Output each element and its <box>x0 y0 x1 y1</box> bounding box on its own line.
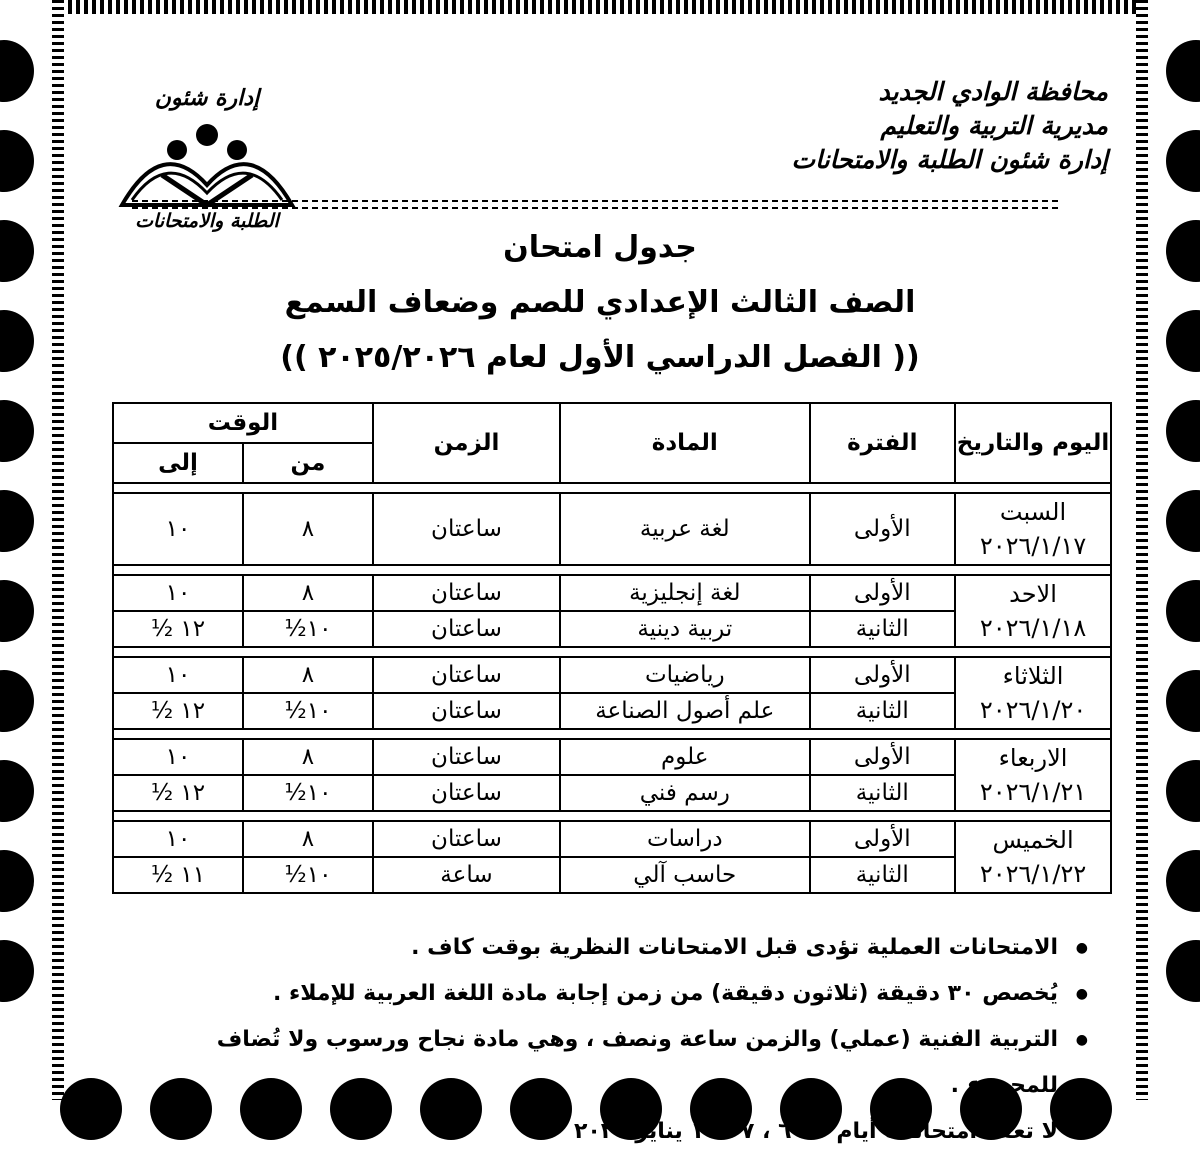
period-cell: الأولى <box>810 493 956 565</box>
subject-cell: علوم <box>560 739 810 775</box>
from-cell: ١٠½ <box>243 775 373 811</box>
subject-cell: علم أصول الصناعة <box>560 693 810 729</box>
period-cell: الأولى <box>810 739 956 775</box>
header-subject: المادة <box>560 403 810 483</box>
duration-cell: ساعتان <box>373 775 560 811</box>
header-divider <box>132 200 1058 209</box>
day-cell: السبت ٢٠٢٦/١/١٧ <box>955 493 1111 565</box>
document-subtitle: الصف الثالث الإعدادي للصم وضعاف السمع <box>284 285 916 320</box>
period-cell: الأولى <box>810 575 956 611</box>
left-perforation <box>0 0 46 1100</box>
top-border <box>60 0 1140 14</box>
header-duration: الزمن <box>373 403 560 483</box>
day-cell: الخميس ٢٠٢٦/١/٢٢ <box>955 821 1111 893</box>
period-cell: الثانية <box>810 775 956 811</box>
table-row <box>113 739 1111 775</box>
from-cell: ١٠½ <box>243 611 373 647</box>
duration-cell: ساعتان <box>373 739 560 775</box>
org-directorate: مديرية التربية والتعليم <box>880 111 1108 140</box>
to-cell: ١٠ <box>113 493 243 565</box>
to-cell: ١٢ ½ <box>113 775 243 811</box>
subject-cell: تربية دينية <box>560 611 810 647</box>
from-cell: ٨ <box>243 657 373 693</box>
book-logo-icon <box>102 75 312 235</box>
document-page <box>72 30 1128 1144</box>
organization-header <box>792 75 1108 177</box>
from-cell: ١٠½ <box>243 857 373 893</box>
department-logo <box>102 75 312 235</box>
header-to: إلى <box>113 443 243 483</box>
header-time: الوقت <box>113 403 373 443</box>
list-item: ● لا تعقد امتحانات أيام ٣ ، ٦ ، ٧ ، ١٩ يناير ٢٠٢٦ <box>132 1109 1088 1155</box>
period-cell: الثانية <box>810 857 956 893</box>
to-cell: ١٠ <box>113 657 243 693</box>
titles-block <box>72 225 1128 381</box>
table-row <box>113 493 1111 565</box>
term-line: (( الفصل الدراسي الأول لعام ٢٠٢٥/٢٠٢٦ )) <box>280 340 920 375</box>
duration-cell: ساعتان <box>373 493 560 565</box>
notes-list <box>132 925 1088 1155</box>
period-cell: الثانية <box>810 693 956 729</box>
list-item: ● يُخصص ٣٠ دقيقة (ثلاثون دقيقة) من زمن إجابة مادة اللغة العربية للإملاء . <box>132 971 1088 1017</box>
logo-text-bottom: الطلبة والامتحانات <box>135 210 279 232</box>
subject-cell: حاسب آلي <box>560 857 810 893</box>
list-item: ● الامتحانات العملية تؤدى قبل الامتحانات النظرية بوقت كاف . <box>132 925 1088 971</box>
right-perforation <box>1154 0 1200 1100</box>
duration-cell: ساعتان <box>373 693 560 729</box>
duration-cell: ساعتان <box>373 657 560 693</box>
day-cell: الاحد ٢٠٢٦/١/١٨ <box>955 575 1111 647</box>
org-governorate: محافظة الوادي الجديد <box>878 77 1108 106</box>
org-department: إدارة شئون الطلبة والامتحانات <box>791 145 1108 174</box>
table-row <box>113 821 1111 857</box>
period-cell: الثانية <box>810 611 956 647</box>
duration-cell: ساعتان <box>373 611 560 647</box>
left-zigzag-border <box>52 0 64 1100</box>
to-cell: ١٢ ½ <box>113 693 243 729</box>
exam-schedule-table <box>112 402 1112 894</box>
duration-cell: ساعتان <box>373 821 560 857</box>
header-period: الفترة <box>810 403 956 483</box>
header-day: اليوم والتاريخ <box>955 403 1111 483</box>
duration-cell: ساعة <box>373 857 560 893</box>
subject-cell: رياضيات <box>560 657 810 693</box>
subject-cell: رسم فني <box>560 775 810 811</box>
to-cell: ١١ ½ <box>113 857 243 893</box>
table-row <box>113 575 1111 611</box>
from-cell: ٨ <box>243 493 373 565</box>
subject-cell: لغة عربية <box>560 493 810 565</box>
subject-cell: لغة إنجليزية <box>560 575 810 611</box>
to-cell: ١٢ ½ <box>113 611 243 647</box>
right-zigzag-border <box>1136 0 1148 1100</box>
from-cell: ١٠½ <box>243 693 373 729</box>
from-cell: ٨ <box>243 739 373 775</box>
to-cell: ١٠ <box>113 575 243 611</box>
logo-text-top: إدارة شئون <box>154 86 260 111</box>
subject-cell: دراسات <box>560 821 810 857</box>
list-item: ● التربية الفنية (عملي) والزمن ساعة ونصف ، وهي مادة نجاح ورسوب ولا تُضاف للمجموع . <box>132 1017 1088 1109</box>
to-cell: ١٠ <box>113 821 243 857</box>
from-cell: ٨ <box>243 575 373 611</box>
day-cell: الاربعاء ٢٠٢٦/١/٢١ <box>955 739 1111 811</box>
header-from: من <box>243 443 373 483</box>
day-cell: الثلاثاء ٢٠٢٦/١/٢٠ <box>955 657 1111 729</box>
document-title: جدول امتحان <box>503 230 697 265</box>
table-row <box>113 657 1111 693</box>
from-cell: ٨ <box>243 821 373 857</box>
period-cell: الأولى <box>810 657 956 693</box>
duration-cell: ساعتان <box>373 575 560 611</box>
to-cell: ١٠ <box>113 739 243 775</box>
period-cell: الأولى <box>810 821 956 857</box>
